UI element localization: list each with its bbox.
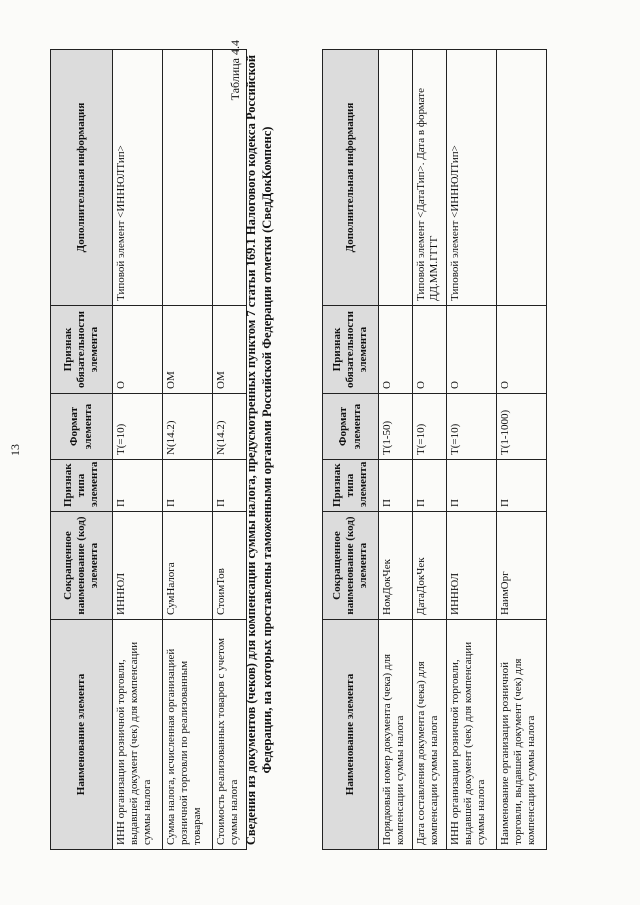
cell-info: Типовой элемент <ИННЮЛТип>	[113, 50, 163, 306]
cell-info: Типовой элемент <ИННЮЛТип>	[447, 50, 497, 306]
cell-format: T(=10)	[413, 394, 447, 460]
header-format: Формат элемента	[51, 394, 113, 460]
cell-required: О	[413, 306, 447, 394]
elements-table-bottom	[322, 49, 547, 850]
elements-table-top	[50, 49, 247, 850]
header-type: Признак типа элемента	[323, 460, 379, 512]
cell-name: Стоимость реализованных товаров с учетом суммы налога	[213, 620, 247, 850]
cell-format: N(14.2)	[163, 394, 213, 460]
cell-type: П	[163, 460, 213, 512]
cell-required: О	[447, 306, 497, 394]
section-title: Сведения из документов (чеков) для компенсации суммы налога, предусмотренных пунктом 7 статьи 169.1 Налогового кодекса Российской Федерации, на которых проставлены таможенными органами Российской Федерации отметки (СведДокКомпенс)	[244, 54, 274, 846]
cell-info	[163, 50, 213, 306]
header-format: Формат элемента	[323, 394, 379, 460]
cell-required: О	[497, 306, 547, 394]
cell-format: T(1-50)	[379, 394, 413, 460]
cell-type: П	[379, 460, 413, 512]
cell-name: ИНН организации розничной торговли, выдавшей документ (чек) для компенсации суммы налога	[113, 620, 163, 850]
table-row	[213, 50, 247, 850]
cell-type: П	[447, 460, 497, 512]
cell-format: T(=10)	[447, 394, 497, 460]
cell-name: Порядковый номер документа (чека) для компенсации суммы налога	[379, 620, 413, 850]
table-row	[379, 50, 413, 850]
cell-required: ОМ	[213, 306, 247, 394]
table-header-row	[51, 50, 113, 850]
cell-code: ДатаДокЧек	[413, 512, 447, 620]
table-row	[163, 50, 213, 850]
table-row	[413, 50, 447, 850]
cell-code: ИННЮЛ	[113, 512, 163, 620]
cell-required: О	[113, 306, 163, 394]
cell-name: Дата составления документа (чека) для компенсации суммы налога	[413, 620, 447, 850]
table-row	[447, 50, 497, 850]
header-info: Дополнительная информация	[323, 50, 379, 306]
cell-type: П	[497, 460, 547, 512]
cell-required: ОМ	[163, 306, 213, 394]
cell-info	[379, 50, 413, 306]
cell-code: ИННЮЛ	[447, 512, 497, 620]
cell-info	[497, 50, 547, 306]
cell-code: НомДокЧек	[379, 512, 413, 620]
page-number: 13	[8, 444, 22, 456]
cell-code: НаимОрг	[497, 512, 547, 620]
header-required: Признак обязательности элемента	[323, 306, 379, 394]
cell-name: Сумма налога, исчисленная организацией розничной торговли по реализованным товарам	[163, 620, 213, 850]
table-row	[497, 50, 547, 850]
table-row	[113, 50, 163, 850]
header-name: Наименование элемента	[323, 620, 379, 850]
table-header-row	[323, 50, 379, 850]
cell-code: СтоимТов	[213, 512, 247, 620]
header-required: Признак обязательности элемента	[51, 306, 113, 394]
table-caption: Таблица 4.4	[228, 40, 242, 101]
header-name: Наименование элемента	[51, 620, 113, 850]
cell-name: Наименование организации розничной торговли, выдавшей документ (чек) для компенсации суммы налога	[497, 620, 547, 850]
cell-code: СумНалога	[163, 512, 213, 620]
cell-format: N(14.2)	[213, 394, 247, 460]
cell-info: Типовой элемент <ДатаТип>. Дата в формате ДД.ММ.ГГГГ	[413, 50, 447, 306]
cell-type: П	[213, 460, 247, 512]
header-info: Дополнительная информация	[51, 50, 113, 306]
header-type: Признак типа элемента	[51, 460, 113, 512]
cell-required: О	[379, 306, 413, 394]
header-code: Сокращенное наименование (код) элемента	[323, 512, 379, 620]
cell-format: T(=10)	[113, 394, 163, 460]
cell-format: T(1-1000)	[497, 394, 547, 460]
cell-name: ИНН организации розничной торговли, выдавшей документ (чек) для компенсации суммы налога	[447, 620, 497, 850]
cell-type: П	[413, 460, 447, 512]
cell-type: П	[113, 460, 163, 512]
header-code: Сокращенное наименование (код) элемента	[51, 512, 113, 620]
